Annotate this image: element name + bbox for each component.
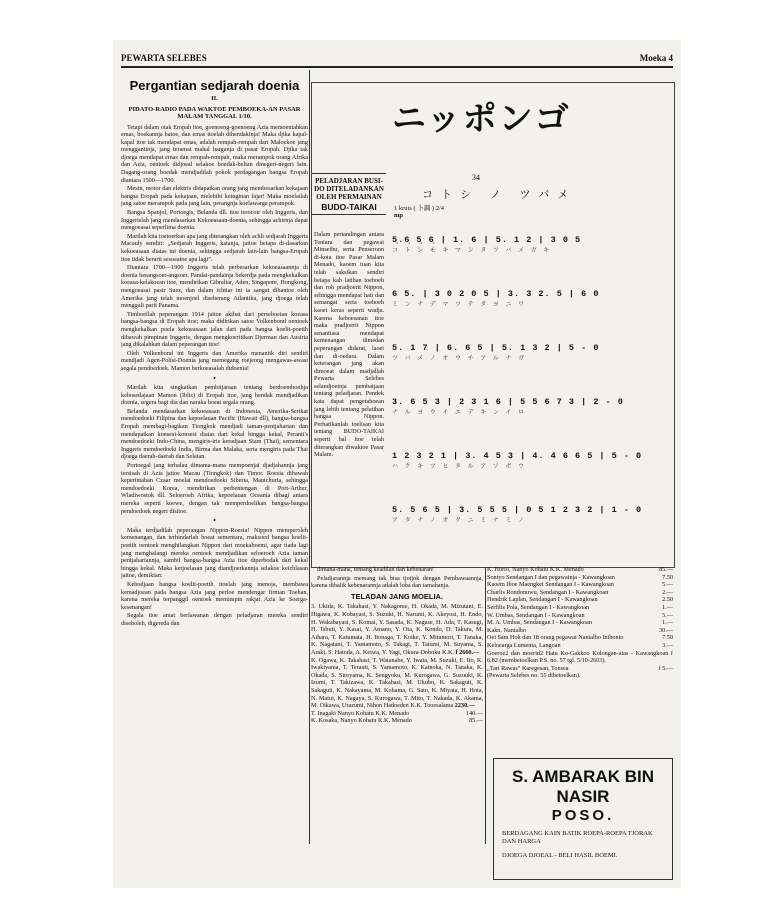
score-notes: 5. 1 7 | 6. 6 5 | 5. 1 3 2 | 5 - 0 [392, 343, 600, 353]
score-lyrics: ナ ル ヨ ウ イ エ デ キ ン イ ロ [392, 409, 526, 416]
donor-row [487, 566, 673, 574]
donor-amount: 85.— [659, 566, 673, 573]
article-subtitle: PIDATO-RADIO PADA WAKTOE PEMBOEKA-AN PASAR MALAM TANGGAL 1/10. [128, 105, 301, 120]
tempo-mark: mp [394, 212, 404, 219]
donor-label: Charlis Rondonuwu, Sendangan I - Kawangkoan [487, 588, 609, 596]
column-rule [485, 568, 486, 844]
correction-note: (Pewarta Selebes no. 55 dibetoelkan). [487, 672, 581, 680]
ad-desc: BERDAGANG KAIN BATIK ROEPA-ROEPA TJORAK DAN HARGA [502, 830, 653, 845]
score-notes: 3. 6 5 3 | 2 3 1 6 | 5 5 6 7 3 | 2 - 0 [392, 397, 624, 407]
article-part: II. [211, 95, 218, 102]
score-notes: 5. 5 6 5 | 3. 5 5 5 | 0 5 1 2 3 2 | 1 - 0 [392, 505, 643, 515]
paragraph: Maka terdjadilah peperangan Nippon-Roesia! Nippon memperoleh kemenangan, dan terhindarlah boeat sementara, maksoed bangsa koelit-poetih oentoek menghilangkan Nippon dari moekaboemi, agar tiada lagi jang menghalangi mereka oentoek mendjadikan seloeroeh Azia taman pentjahariannja, sambil bangsa-bangsa Azia itoe diperbodak dari kekal hingga kekal. Maka ketjoelasan jang diandjoerkannja selakoe keichlasan jaitoe, demikian: [121, 526, 308, 580]
busido-text: Dalam pertandingan antara Tentara dan pegawai Minseibu, serta Penseroon di-kota itoe Pasar Malam Menado, kaoem tuan kita telah saksikan sendiri betapa kah latihan toeboeh dan roh pradjoerit Nippon, sehingga mendapat hati dan semangat serta toeboeh kaoet keras seperti wadja. Karena keboesanan itoe maka pradjoerit Nippon senantiasa mendapat kemenangan dimedan peperangan didarat, laoet dan di-oedara. Dalam keterangan jang akan dimoeat dalam madjallah Pewarta Selebes selandjoetnja pembatjaan tentang peladjaran. Pendek kata dapat pengetahoean jang lebih tentang pelatihan bangsa Nippon. Perhatikanlah toelisan kita tentang BUDO-TAIKAI seperti hal itoe telah diterangkan diwaktoe Pasar Malam. [314, 231, 384, 459]
busido-heading [312, 173, 386, 215]
paragraph: Segala itoe amat berlawanan dengan peladjaran mereka sendiri diseboleh, digereda dan [121, 612, 308, 627]
ad-city: POSO. [551, 807, 615, 824]
donor-amount: f 2660.— [455, 648, 480, 656]
donor-label: Kakn. Nantalbo [487, 626, 527, 634]
donor-amount: 1.— [662, 603, 673, 611]
correction-note: Goeroe2 dan moerid2 Hatu Ko-Gakkoo Kolongan-atas - Kawangkoan f 6.82 (membetoelkan P.S. no. 57 tgl. 5/10-2603). [487, 649, 673, 665]
song-title: コトシ ノ ツバメ [422, 189, 577, 201]
column-rule [309, 70, 310, 844]
paper-name: PEWARTA SELEBES [121, 53, 207, 63]
score-row [392, 235, 668, 289]
ad-desc: DJOEGA DJOEAL - BELI HASIL BOEMI. [502, 852, 618, 859]
donor-row [487, 612, 673, 620]
donor-row [487, 574, 673, 582]
paragraph: Belanda mendasarkan kekoeasaan di Indonesia, Amerika-Serikat mendoedoeki Filipina dan kepoelauan Pacific (Hawaii dll), bangsa-bangsa Eropah membagi-bagikan Tiongkok mendjadi taman-pentjaharian dan mendapatkan konsesi-konsesi diatas dari kekal hingga kekal, Peranti's mendoedoeki Indo-China, mengiris-iris keradjaan Siam (Thai), sementara Inggeris mendoedoeki India, Birma dan Malaka, serta mengiris pada Thai djoega daerah-daerah dan Selatan. [121, 407, 308, 461]
busido-title: PELADJARAN BUSI-DO DITELADANKAN OLEH PERMAINAN [314, 177, 384, 201]
donor-row [487, 581, 673, 589]
score-lyrics: ハ ク キ ツ ヒ タ ル ア ソ ボ ウ [392, 463, 526, 470]
donor-label: M. A. Umbas, Sendangan I - Kawangkoan [487, 619, 592, 627]
ad-name: S. AMBARAK BIN NASIR [512, 767, 654, 806]
donor-amount: 2230.— [454, 702, 475, 710]
article-column [121, 78, 308, 838]
score-lyrics: ア タ ナ ノ オ ク ニ ミ ナ ミ ノ [392, 517, 526, 524]
donor-row: K. Kosaka, Nanyo Kohatu K.K. Menado 85.— [311, 717, 483, 725]
donor-names: 3. Ukida, K. Takahasi, Y. Nakagome, H. Okada, M. Mizutani, E. Higawa, K. Kobayasi, S. Suzuki, H. Narumi, K. Akeyosi, H. Endo, H. Wakabayasi, S. Komai, Y. Sasada, K. Nagase, H. Ada, T. Kasugi, H. Tsbuti, Y. Kasai, Y. Amano, Y. Ota, K. Kondo, D. Takura, M. Aihara, T. Katumata, H. Itonaga, T. Koike, Y. Mitumori, T. Tanaka, K. Nagatani, T. Yamamoto, S. Takagi, T. Tatumi, M. Suyama, S. Araki, S. Hatoda, A. Keiwa, Y. Yagi, Okura-Doboku K.K. f 2660.— [311, 603, 483, 656]
paragraph: Marilah kita toetoerkan apa jang diterangkan oleh achli sedjarah Inggeris Macauly sendiri: „Sedjarah Inggeris, katanja, jaitoe betapa di-dasarkan kekoeasaan diatas ini doenia, sehingga sedjarah lain-lain bangsa-Eropah itoe tidak berarti sesoeatoe apa lagi”. [121, 232, 308, 263]
donor-row [487, 642, 673, 650]
paragraph: Portoegal jang terhalau dimama-mana mempoenjai djadjahannja jang tersisah di Azia jaitoe Macau (Tiongkok) dan Timor. Roesia dibawah keperintahan Czaar moelai mendoedoeki Siberia, Mantchuria, sehingga mendoedoeki Korea, mendirikan perbentengan di Port-Arthur, Wladiwostok dll. Seloeroeh Afrika, kepoelauan Oceania dibagi antara mereka seperti koewe, dengan tak memperdoelikan bangsa-bangsa pendoedoek negeri disitoe. [121, 462, 308, 515]
donor-label: Sontyo Sendangan I dan pegawainja - Kawangkoan [487, 573, 615, 581]
donor-amount: 5.— [662, 581, 673, 589]
newspaper-page [113, 40, 681, 888]
paragraph: Bangsa Spanjol, Portoegis, Belanda dll. itoe terocoir oleh Inggeris, dan Inggerislah jang mendasarkan Kekoeasaan-doenia, sehingga achirnja dapat mengoeasai seperlima doenia. [121, 209, 308, 232]
donor-amount: 2.— [662, 588, 673, 596]
donor-row [487, 619, 673, 627]
donor-label: K. Horio, Nanyo Kohatu K.K. Menado [487, 566, 584, 573]
bullet-icon: • [213, 516, 216, 526]
donor-label: Oei Sam Hok dan 18 orang pegawai Nantalbo Inibonto [487, 634, 624, 642]
score-notes: 1 2 3 2 1 | 3. 4 5 3 | 4. 4 6 6 5 | 5 - 0 [392, 451, 643, 461]
donation-column-1 [311, 566, 483, 846]
donor-amount: 5.— [662, 611, 673, 619]
donor-label: Kaoem Iboe Maengket Sendangan I - Kawangkoan [487, 581, 614, 589]
donor-row [487, 604, 673, 612]
donor-amount: 3.— [662, 641, 673, 649]
donor-label: Serfilis Pola, Sendangan I - Kawangkoan [487, 603, 590, 611]
score-lyrics: コ ト シ モ キ マ シ タ ツ バ メ ガ キ [392, 247, 551, 254]
donor-amount: 7.50 [662, 573, 673, 581]
donor-label: Keloearga Lumenta, Langoan [487, 641, 561, 649]
score-lyrics: ツ バ メ ノ オ ウ チ ア ル ナ ガ [392, 355, 526, 362]
paragraph: Marilah kita singkatkan pembitjaraan tentang berdoembonhja kebosedajaan Mamon (Iblis) di Eropah itoe, jang hendak mendjadikan doenia, segera bagi dia dan naraka boeat segala orang. [121, 384, 308, 407]
score-notes: 5̣.6̣ 5̣ 6̣ | 1. 6 | 5. 1 2 | 3 0 5 [392, 235, 582, 245]
article-title: Pergantian sedjarah doenia [129, 78, 300, 93]
section-heading: TELADAN JANG MOELIA. [350, 591, 444, 601]
score-row [392, 343, 668, 397]
donor-row [487, 589, 673, 597]
page-header [121, 50, 673, 68]
paragraph: dimana-mana, tentang keadilan dan kebenaran! [317, 566, 434, 573]
donor-amount: 2.50 [662, 596, 673, 604]
bullet-icon: • [213, 373, 216, 383]
score-lyrics: ミ ン ナ デ マ ツ テ タ ヨ ニ ワ [392, 301, 526, 308]
score-row [392, 397, 668, 451]
song-key: 1 kruis ( 卜調 ) 2/4 mp [394, 205, 445, 219]
donor-row: „Tari Rawas” Karegesan, Tonsea f 5.— [487, 664, 673, 672]
paragraph: Timboellah peperangan 1914 jaitoe akibat dari perseboetan koeasa bangsa-bangsa di Eropah itoe; maka didirikan satoe Volkenbond oentoek mengkekalkan poela kekoeasaan jalan dari pada bangsa koelit-poetih dibawah pimpinan Inggeris, dengan mengkoeritikan Djerman dan Austria jang dikalahkan dalam peperangan itoe! [121, 310, 308, 349]
donor-amount: 1.— [662, 619, 673, 627]
donor-row [487, 634, 673, 642]
nippongo-logo: ニッポンゴ [392, 100, 571, 138]
paragraph: Mesin, motor dan elektris didapatkan orang jang membesarkan kekajaan bangsa Eropah pada kekajaan, melebihi keinginan fajar! Maka moelailah jang satoe merampok pada jang lain, perangnja koelawarga perampok. [121, 185, 308, 208]
donor-row [487, 627, 673, 635]
donor-amount: 7.50 [662, 634, 673, 642]
page-number: Moeka 4 [639, 53, 673, 63]
donor-row [487, 596, 673, 604]
budo-taikai-title: BUDO-TAIKAI [321, 202, 377, 212]
score-row [392, 451, 668, 505]
donor-label: Hendrik Laplan, Sendangan I - Kawangkoan [487, 596, 598, 604]
advertisement [493, 758, 673, 880]
paragraph: Peladjarannja memang tak bisa tjotjok dengan Pembawaannja, karena dibalik kebenarannja adalah loba dan tamahanja. [311, 574, 483, 590]
score-notes: 6 5. | 3 0 2 0 5 | 3. 3 2. 5 | 6 0 [392, 289, 600, 299]
donor-amount: 30.— [659, 626, 673, 634]
paragraph: Oleh Volkenbond ini Inggeris dan Amerika menantik diri sendiri mendjadi Agen-Polisi-Doenia jang memegang roejeong mengawas-awasi segala pendoedoek. Mamon berkoeasalah didoenia! [121, 349, 308, 372]
paragraph: Kebodjaan bangsa koelit-poetih itoelah jang menoja, membawa kemadjoean pada bangsa Azia jang perloe mendengar firman Toehan, karena mereka terpanggil oentoek memimpin rakjat Azia ke Soerga-kesenangan! [121, 580, 308, 611]
music-score [392, 235, 668, 559]
donor-label: W. Umbas, Sendangan I - Kawangkoan [487, 611, 585, 619]
lesson-number: 34 [472, 173, 480, 182]
donor-names: K. Ogawa, K. Takahasi, T. Watanabe, Y. Iwata, M. Suzuki, E. Ito, K. Iwakiyama, T. Terauti, S. Yamamoto, K. Katnoka, N. Tanaka, K. Okada, S. Siroyama, K. Sengyoku, M. Kurogawa, G. Suzuuki, K. Izumi, T. Takizawa, K. Takahasi, M. Ukubo, K. Sakaguti, K. Sakaguti, K. Nakayama, M. Kohama, G. Sato, K. Miyata, H. Hota, N. Matui, K. Nagaya, S. Kurogawa, T. Mito, T. Nakada, K. Akama, M. Oikawa, Urazumi, Nihon Hadoeden K.K. Tooesalama 2230.— [311, 656, 483, 710]
score-row [392, 289, 668, 343]
paragraph: Diantara 1700—1900 Inggeris telah perbesarkan kekoeasaannja di doenia berangsoer-angsoer. Pandai-pandainja bekerdja pada mengkekalkan koeasa-kelakoean itoe, mendirikan Gibraltar, Aden, Singapore, Hongkong, mengoeasai pasir Suez, dan dalam ichtiar ini ia sangat dibantoe oleh Amerika jang telah moenjoel diseberang Atlantika, jang djoega telah menggali parit Panama. [121, 264, 308, 310]
score-row [392, 505, 668, 559]
nippongo-lesson-box [311, 82, 675, 568]
donor-row: T. Inagaki Nanyo Kohatu K.K. Menado 140.— [311, 709, 483, 717]
paragraph: Tetapi dalam otak Eropah itoe, goenoeng-goenoeng Azia memoentahkan emas, boekannja batoe, dan emas itoelah dihendakinja! Maka djika kapal-kapal itoe tak mendapat emas, adalah rempah-rempah dari Maloekoe jang menggantinja, jang teramat mahal harganja di pasar Eropah. Djika tak djoega mendapat emas dan rempah-rempah, maka merampok orang Afrika dan Azia, oentoek didjoeal selakoe boedak-belian dinegeri-negeri lain. Dagang-orang boedak mendjadilah pokok perdagangan bangsa Eropah diantara 1500—1700. [121, 123, 308, 184]
